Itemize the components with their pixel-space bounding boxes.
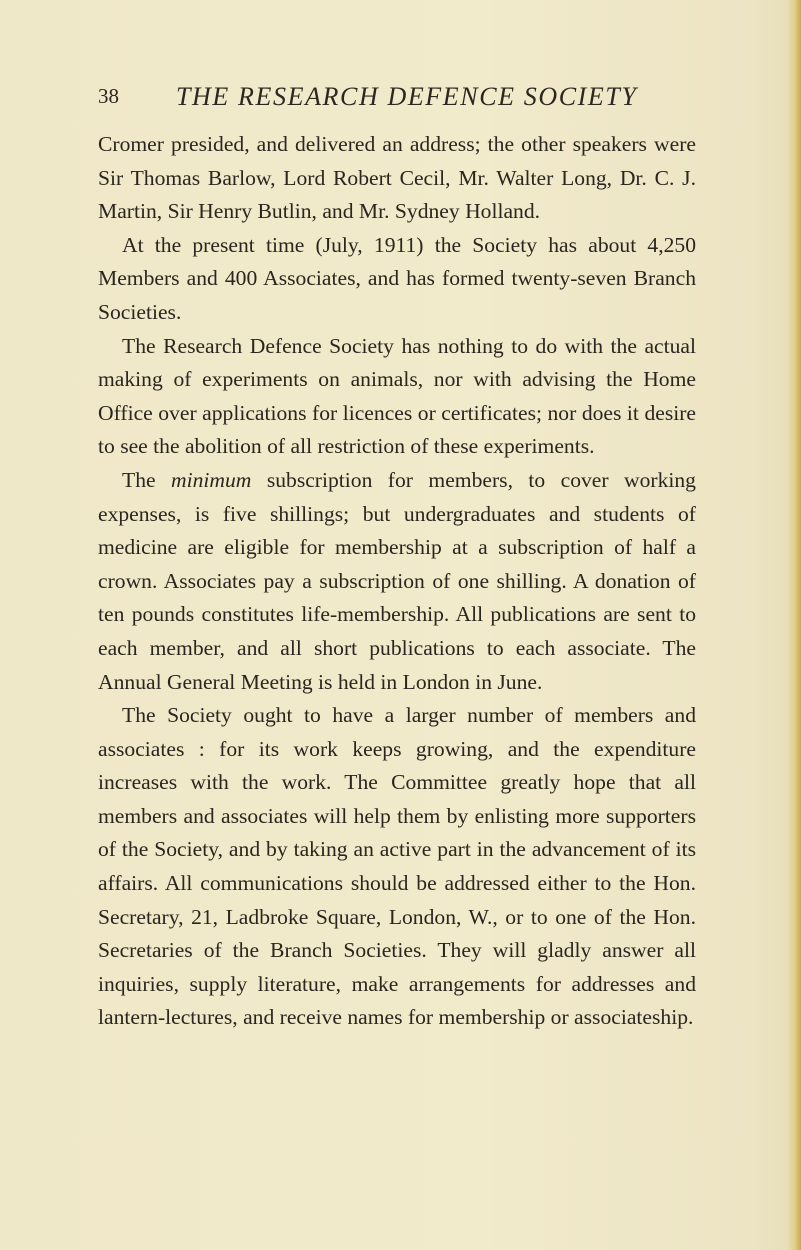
page-edge-shadow	[787, 0, 801, 1250]
subscriptions-prefix: The	[122, 467, 171, 492]
paragraph-membership-count: At the present time (July, 1911) the Society has about 4,250 Members and 400 Associates, and has formed twenty-seven Branch Societies.	[98, 232, 696, 324]
paragraph-society-scope: The Research Defence Society has nothing to do with the actual making of experiments on animals, nor with advising the Home Office over applications for licences or certificates; nor does it desire to see the abolition of all restriction of these experiments.	[98, 333, 696, 459]
body-text	[98, 128, 696, 1035]
paragraph-continuation: Cromer presided, and delivered an address; the other speakers were Sir Thomas Barlow, Lord Robert Cecil, Mr. Walter Long, Dr. C. J. Martin, Sir Henry Butlin, and Mr. Sydney Holland.	[98, 132, 696, 224]
paragraph-subscriptions	[98, 464, 696, 699]
subscriptions-rest: subscription for members, to cover working expenses, is five shillings; but undergraduates and students of medicine are eligible for membership at a subscription of half a crown. Associates pay a subscription of one shilling. A donation of ten pounds constitutes life-membership. All publications are sent to each member, and all short publications to each associate. The Annual General Meeting is held in London in June.	[98, 467, 696, 694]
page-number: 38	[98, 84, 119, 108]
minimum-emphasis: minimum	[171, 467, 252, 492]
page-header	[98, 82, 708, 116]
paragraph-appeal: The Society ought to have a larger number of members and associates : for its work keeps growing, and the expenditure increases with the work. The Committee greatly hope that all members and associates will help them by enlisting more supporters of the Society, and by taking an active part in the advancement of its affairs. All communications should be addressed either to the Hon. Secretary, 21, Ladbroke Square, London, W., or to one of the Hon. Secretaries of the Branch Societies. They will gladly answer all inquiries, supply literature, make arrangements for addresses and lantern-lectures, and receive names for membership or associateship.	[98, 703, 696, 1030]
running-title: THE RESEARCH DEFENCE SOCIETY	[176, 82, 638, 111]
